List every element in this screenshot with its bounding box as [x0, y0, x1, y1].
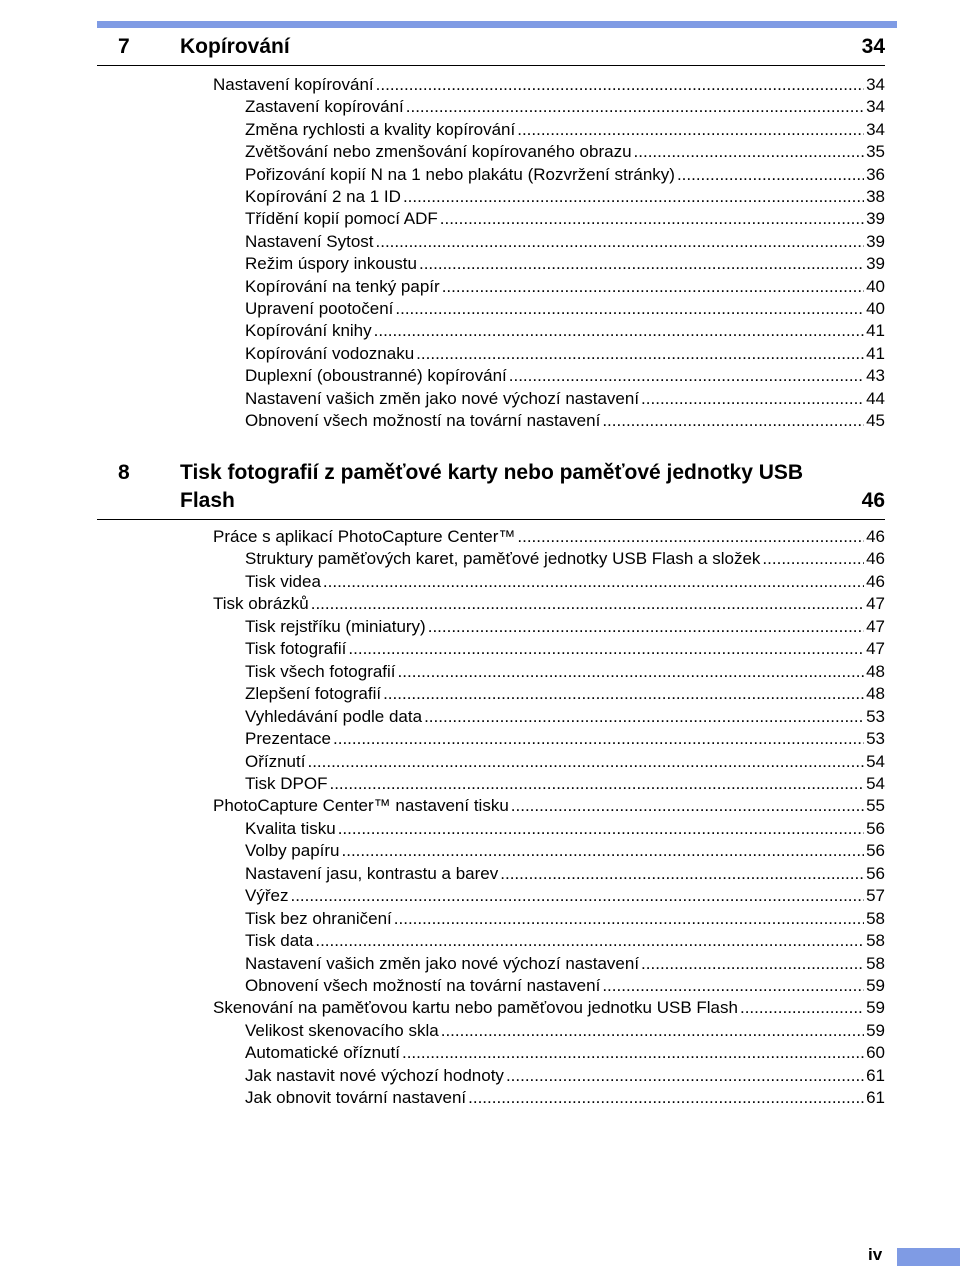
- toc-entry-title: Tisk všech fotografií: [245, 661, 396, 681]
- dot-leader: [333, 728, 864, 750]
- toc-entry-title: Skenování na paměťovou kartu nebo paměťovou jednotku USB Flash: [213, 998, 738, 1018]
- toc-entry-page: 56: [866, 818, 885, 838]
- toc-entry-page: 36: [866, 164, 885, 184]
- dot-leader: [338, 818, 864, 840]
- dot-leader: [394, 908, 864, 930]
- toc-entry-title: Režim úspory inkoustu: [245, 254, 417, 274]
- toc-entry-title: Prezentace: [245, 729, 331, 749]
- toc-entry-page: 44: [866, 388, 885, 408]
- toc-entry[interactable]: [245, 343, 885, 365]
- toc-entry[interactable]: [245, 548, 885, 570]
- toc-entry[interactable]: [245, 885, 885, 907]
- toc-entry-page: 46: [866, 527, 885, 546]
- toc-entry-page: 61: [866, 1065, 885, 1085]
- toc-entry[interactable]: [245, 119, 885, 141]
- toc-entry-title: Kvalita tisku: [245, 818, 336, 838]
- dot-leader: [740, 997, 864, 1019]
- dot-leader: [323, 571, 864, 593]
- dot-leader: [641, 953, 864, 975]
- chapter-title-line-2[interactable]: Flash: [180, 489, 235, 512]
- toc-entry-title: Duplexní (oboustranné) kopírování: [245, 366, 507, 386]
- toc-entry-page: 58: [866, 931, 885, 951]
- dot-leader: [376, 231, 865, 253]
- toc-entry[interactable]: [213, 526, 885, 548]
- toc-entry-title: Kopírování na tenký papír: [245, 276, 440, 296]
- dot-leader: [517, 526, 864, 548]
- toc-entry[interactable]: [245, 298, 885, 320]
- toc-entry-title: Nastavení kopírování: [213, 75, 374, 94]
- toc-entry-page: 46: [866, 571, 885, 591]
- toc-entry-title: Vyhledávání podle data: [245, 706, 423, 726]
- dot-leader: [416, 343, 864, 365]
- dot-leader: [677, 164, 864, 186]
- toc-entry-title: Jak nastavit nové výchozí hodnoty: [245, 1065, 504, 1085]
- toc-entry-page: 53: [866, 706, 885, 726]
- chapter-page[interactable]: 34: [861, 35, 885, 58]
- dot-leader: [395, 298, 864, 320]
- header-accent-bar: [97, 21, 897, 28]
- toc-entry-page: 35: [866, 142, 885, 162]
- footer-accent-bar: [897, 1248, 960, 1266]
- toc-entry[interactable]: [245, 410, 885, 432]
- toc-entry-page: 53: [866, 729, 885, 749]
- toc-entry[interactable]: [245, 953, 885, 975]
- toc-entry-page: 59: [866, 1020, 885, 1040]
- dot-leader: [406, 96, 864, 118]
- toc-entry-title: Tisk data: [245, 931, 314, 951]
- toc-entry[interactable]: [245, 773, 885, 795]
- toc-entry-page: 39: [866, 209, 885, 229]
- dot-leader: [428, 616, 864, 638]
- toc-entry-page: 54: [866, 773, 885, 793]
- toc-entry-page: 40: [866, 299, 885, 318]
- dot-leader: [762, 548, 864, 570]
- toc-entry-page: 57: [866, 886, 885, 906]
- toc-entry[interactable]: [245, 751, 885, 773]
- toc-entry-title: Automatické oříznutí: [245, 1043, 400, 1063]
- toc-entry-page: 56: [866, 841, 885, 861]
- dot-leader: [402, 1042, 864, 1064]
- toc-entry[interactable]: [245, 818, 885, 840]
- toc-entry-title: Tisk bez ohraničení: [245, 908, 392, 928]
- dot-leader: [441, 1020, 864, 1042]
- toc-entry-title: Obnovení všech možností na tovární nastavení: [245, 411, 601, 430]
- toc-entry[interactable]: [245, 728, 885, 750]
- toc-entry[interactable]: [245, 930, 885, 952]
- toc-entry-title: Tisk obrázků: [213, 594, 309, 614]
- toc-entry-title: Zlepšení fotografií: [245, 684, 382, 704]
- toc-entry-title: Nastavení jasu, kontrastu a barev: [245, 863, 499, 883]
- toc-entry-page: 60: [866, 1043, 885, 1063]
- toc-entry-page: 40: [866, 276, 885, 296]
- toc-entry[interactable]: [245, 1020, 885, 1042]
- toc-entry[interactable]: [245, 388, 885, 410]
- toc-entry-title: Třídění kopií pomocí ADF: [245, 209, 438, 229]
- toc-entry-page: 47: [866, 594, 885, 614]
- toc-entry-page: 55: [866, 796, 885, 816]
- toc-entry[interactable]: [245, 186, 885, 208]
- toc-entry-title: Nastavení vašich změn jako nové výchozí nastavení: [245, 388, 640, 408]
- dot-leader: [468, 1087, 864, 1109]
- toc-entry-page: 34: [866, 97, 885, 117]
- toc-entry-title: Tisk DPOF: [245, 773, 328, 793]
- toc-entry-title: Obnovení všech možností na tovární nastavení: [245, 976, 601, 995]
- chapter-title-line-1[interactable]: Tisk fotografií z paměťové karty nebo paměťové jednotky USB: [180, 461, 804, 484]
- toc-entry[interactable]: [245, 231, 885, 253]
- toc-entry-title: Kopírování 2 na 1 ID: [245, 187, 401, 206]
- toc-entry-title: Volby papíru: [245, 841, 340, 861]
- toc-entry-title: Kopírování vodoznaku: [245, 343, 415, 363]
- toc-entry-page: 48: [866, 684, 885, 704]
- toc-entry[interactable]: [245, 208, 885, 230]
- dot-leader: [315, 930, 864, 952]
- dot-leader: [500, 863, 864, 885]
- chapter-title[interactable]: Kopírování: [180, 35, 290, 58]
- dot-leader: [403, 186, 864, 208]
- toc-entry[interactable]: [245, 253, 885, 275]
- toc-entry[interactable]: [245, 683, 885, 705]
- toc-entry-page: 41: [866, 321, 885, 341]
- toc-entry[interactable]: [245, 164, 885, 186]
- toc-entry-page: 38: [866, 187, 885, 206]
- toc-entry-page: 58: [866, 908, 885, 928]
- toc-entry[interactable]: [213, 795, 885, 817]
- chapter-rule: [97, 519, 885, 520]
- dot-leader: [517, 119, 864, 141]
- toc-entry-title: PhotoCapture Center™ nastavení tisku: [213, 796, 509, 816]
- toc-entry-page: 39: [866, 231, 885, 251]
- dot-leader: [419, 253, 864, 275]
- chapter-7-heading: [97, 33, 885, 66]
- toc-entry[interactable]: [245, 706, 885, 728]
- dot-leader: [398, 661, 865, 683]
- toc-entry-title: Výřez: [245, 886, 289, 906]
- toc-entry-title: Pořizování kopií N na 1 nebo plakátu (Rozvržení stránky): [245, 164, 675, 184]
- toc-entry-page: 34: [866, 119, 885, 139]
- toc-entry[interactable]: [245, 863, 885, 885]
- chapter-8-heading: [97, 459, 885, 520]
- toc-entry-page: 34: [866, 75, 885, 94]
- toc-entry[interactable]: [245, 661, 885, 683]
- toc-entry-page: 54: [866, 751, 885, 771]
- dot-leader: [424, 706, 864, 728]
- toc-entry-title: Jak obnovit tovární nastavení: [245, 1088, 467, 1108]
- toc-entry-title: Tisk videa: [245, 571, 321, 591]
- dot-leader: [348, 638, 864, 660]
- toc-entry-page: 41: [866, 343, 885, 363]
- toc-entry[interactable]: [245, 320, 885, 342]
- toc-entry[interactable]: [245, 365, 885, 387]
- chapter-number: 8: [118, 461, 130, 484]
- toc-entry-page: 47: [866, 616, 885, 636]
- chapter-page[interactable]: 46: [861, 489, 885, 512]
- toc-entry-title: Struktury paměťových karet, paměťové jednotky USB Flash a složek: [245, 549, 761, 569]
- toc-entry-page: 59: [866, 976, 885, 995]
- toc-entry[interactable]: [245, 276, 885, 298]
- toc-entry[interactable]: [245, 840, 885, 862]
- toc-entry-page: 45: [866, 411, 885, 430]
- chapter-number: 7: [118, 35, 130, 58]
- toc-entry-page: 56: [866, 863, 885, 883]
- dot-leader: [374, 320, 864, 342]
- toc-entry-title: Zastavení kopírování: [245, 97, 404, 117]
- toc-entry-page: 48: [866, 661, 885, 681]
- toc-entry-title: Velikost skenovacího skla: [245, 1020, 439, 1040]
- toc-entry[interactable]: [213, 74, 885, 96]
- dot-leader: [329, 773, 864, 795]
- toc-entry-title: Tisk fotografií: [245, 639, 347, 659]
- toc-entry-title: Kopírování knihy: [245, 321, 372, 341]
- dot-leader: [602, 410, 864, 432]
- toc-entry-page: 47: [866, 639, 885, 659]
- toc-entry-title: Nastavení vašich změn jako nové výchozí nastavení: [245, 953, 640, 973]
- toc-entry[interactable]: [245, 1042, 885, 1064]
- toc-entry[interactable]: [245, 616, 885, 638]
- toc-entry-page: 61: [866, 1088, 885, 1108]
- dot-leader: [509, 365, 864, 387]
- chapter-rule: [97, 65, 885, 66]
- toc-entry-page: 46: [866, 549, 885, 569]
- toc-entry-page: 39: [866, 254, 885, 274]
- toc-entry-title: Zvětšování nebo zmenšování kopírovaného obrazu: [245, 142, 632, 162]
- dot-leader: [641, 388, 864, 410]
- toc-entry[interactable]: [245, 1087, 885, 1109]
- dot-leader: [440, 208, 864, 230]
- toc-entry[interactable]: [245, 571, 885, 593]
- dot-leader: [383, 683, 864, 705]
- dot-leader: [290, 885, 864, 907]
- toc-entry[interactable]: [245, 638, 885, 660]
- dot-leader: [506, 1065, 864, 1087]
- toc-entry[interactable]: [245, 1065, 885, 1087]
- dot-leader: [342, 840, 865, 862]
- dot-leader: [307, 751, 864, 773]
- toc-entry-title: Nastavení Sytost: [245, 231, 374, 251]
- dot-leader: [602, 975, 864, 997]
- dot-leader: [634, 141, 865, 163]
- dot-leader: [511, 795, 864, 817]
- toc-entry[interactable]: [213, 593, 885, 615]
- toc-entry-title: Tisk rejstříku (miniatury): [245, 616, 426, 636]
- dot-leader: [442, 276, 864, 298]
- toc-entry-title: Změna rychlosti a kvality kopírování: [245, 119, 516, 139]
- toc-entry[interactable]: [213, 997, 885, 1019]
- dot-leader: [376, 74, 864, 96]
- dot-leader: [311, 593, 864, 615]
- toc-entry-page: 59: [866, 998, 885, 1018]
- toc-entry[interactable]: [245, 96, 885, 118]
- toc-entry-page: 43: [866, 366, 885, 386]
- toc-entry-title: Práce s aplikací PhotoCapture Center™: [213, 527, 516, 546]
- toc-entry-page: 58: [866, 953, 885, 973]
- toc-entry-title: Upravení pootočení: [245, 299, 394, 318]
- page-number: iv: [868, 1245, 883, 1264]
- toc-entry-title: Oříznutí: [245, 751, 306, 771]
- toc-entry[interactable]: [245, 975, 885, 997]
- toc-entry[interactable]: [245, 908, 885, 930]
- toc-entry[interactable]: [245, 141, 885, 163]
